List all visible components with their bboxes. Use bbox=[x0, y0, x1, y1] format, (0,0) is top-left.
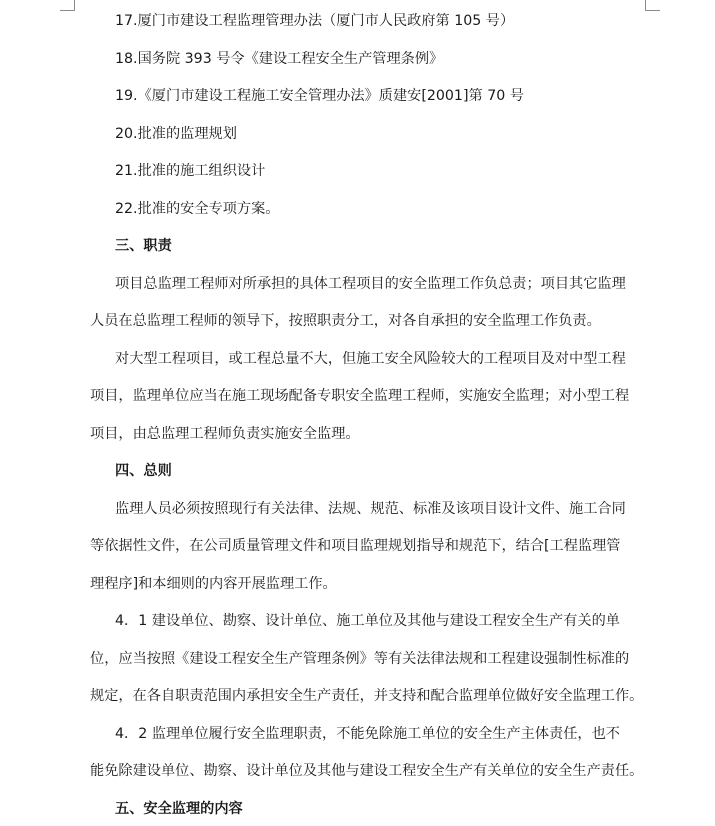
clause-line: 位，应当按照《建设工程安全生产管理条例》等有关法律法规和工程建设强制性标准的 bbox=[90, 651, 630, 667]
list-item: 21.批准的施工组织设计 bbox=[115, 163, 266, 179]
clause-line: 4．1 建设单位、勘察、设计单位、施工单位及其他与建设工程安全生产有关的单 bbox=[115, 613, 620, 629]
section-heading-general: 四、总则 bbox=[115, 463, 172, 479]
margin-corner-mark-right bbox=[645, 0, 660, 11]
paragraph-line: 项目总监理工程师对所承担的具体工程项目的安全监理工作负总责；项目其它监理 bbox=[115, 276, 626, 292]
clause-line: 能免除建设单位、勘察、设计单位及其他与建设工程安全生产有关单位的安全生产责任。 bbox=[90, 763, 644, 779]
paragraph-line: 等依据性文件，在公司质量管理文件和项目监理规划指导和规范下，结合[工程监理管 bbox=[90, 538, 621, 554]
list-item: 22.批准的安全专项方案。 bbox=[115, 201, 280, 217]
list-item: 19.《厦门市建设工程施工安全管理办法》质建安[2001]第 70 号 bbox=[115, 88, 524, 104]
margin-corner-mark-left bbox=[60, 0, 75, 11]
section-heading-duties: 三、职责 bbox=[115, 238, 172, 254]
clause-line: 规定，在各自职责范围内承担安全生产责任，并支持和配合监理单位做好安全监理工作。 bbox=[90, 688, 644, 704]
paragraph-line: 人员在总监理工程师的领导下，按照职责分工，对各自承担的安全监理工作负责。 bbox=[90, 313, 601, 329]
paragraph-line: 监理人员必须按照现行有关法律、法规、规范、标准及该项目设计文件、施工合同 bbox=[115, 501, 626, 517]
section-heading-content: 五、安全监理的内容 bbox=[115, 801, 243, 817]
clause-line: 4．2 监理单位履行安全监理职责，不能免除施工单位的安全生产主体责任，也不 bbox=[115, 726, 620, 742]
paragraph-line: 项目，由总监理工程师负责实施安全监理。 bbox=[90, 426, 360, 442]
paragraph-line: 理程序]和本细则的内容开展监理工作。 bbox=[90, 576, 337, 592]
paragraph-line: 对大型工程项目，或工程总量不大，但施工安全风险较大的工程项目及对中型工程 bbox=[115, 351, 626, 367]
paragraph-line: 项目，监理单位应当在施工现场配备专职安全监理工程师，实施安全监理；对小型工程 bbox=[90, 388, 630, 404]
list-item: 17.厦门市建设工程监理管理办法（厦门市人民政府第 105 号） bbox=[115, 13, 515, 29]
list-item: 20.批准的监理规划 bbox=[115, 126, 237, 142]
list-item: 18.国务院 393 号令《建设工程安全生产管理条例》 bbox=[115, 51, 444, 67]
